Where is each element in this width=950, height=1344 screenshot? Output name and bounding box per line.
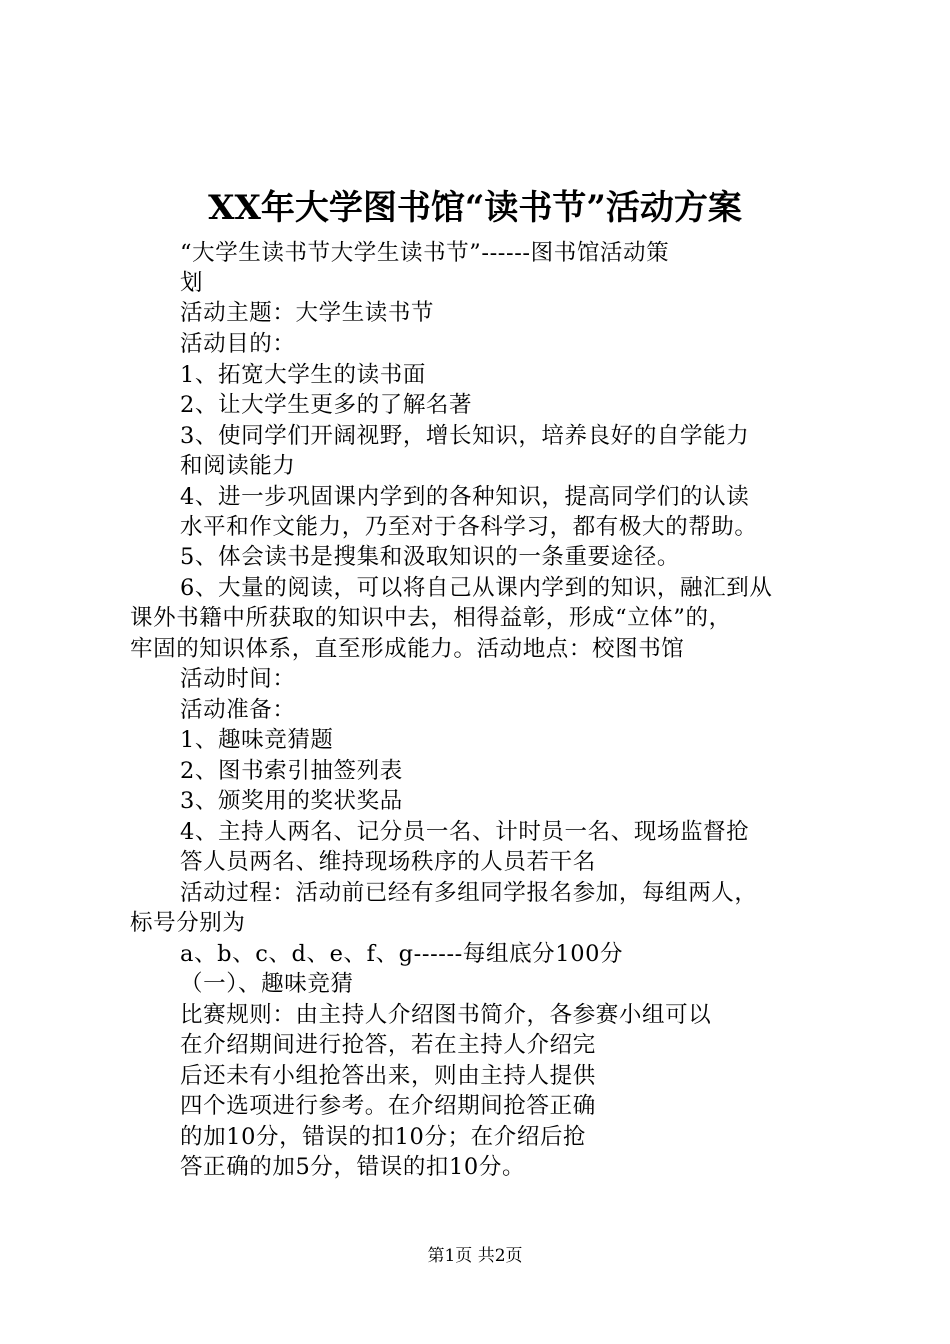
text-line: 活动时间：	[180, 666, 296, 692]
text-line: （一）、趣味竞猜	[180, 971, 354, 997]
text-line: 四个选项进行参考。在介绍期间抢答正确	[180, 1093, 596, 1119]
text-line: 4、主持人两名、记分员一名、计时员一名、现场监督抢	[180, 819, 750, 845]
text-line: “大学生读书节大学生读书节”------图书馆活动策	[180, 240, 670, 266]
text-line: 和阅读能力	[180, 453, 296, 479]
text-line: 标号分别为	[130, 910, 246, 936]
text-line: 3、使同学们开阔视野，增长知识，培养良好的自学能力	[180, 423, 750, 449]
text-line: a、b、c、d、e、f、g------每组底分100分	[180, 941, 624, 967]
text-line: 4、进一步巩固课内学到的各种知识，提高同学们的认读	[180, 484, 750, 510]
text-line: 的加10分，错误的扣10分；在介绍后抢	[180, 1124, 587, 1150]
text-line: 划	[180, 270, 204, 296]
page-footer: 第1页 共2页	[427, 1246, 523, 1266]
text-line: 后还未有小组抢答出来，则由主持人提供	[180, 1063, 596, 1089]
text-line: 活动目的：	[180, 331, 296, 357]
text-line: 比赛规则：由主持人介绍图书简介，各参赛小组可以	[180, 1002, 712, 1028]
text-line: 在介绍期间进行抢答，若在主持人介绍完	[180, 1032, 596, 1058]
text-line: 答人员两名、维持现场秩序的人员若干名	[180, 849, 596, 875]
text-line: 牢固的知识体系，直至形成能力。活动地点：校图书馆	[130, 636, 685, 662]
text-line: 水平和作文能力，乃至对于各科学习，都有极大的帮助。	[180, 514, 758, 540]
text-line: 1、拓宽大学生的读书面	[180, 362, 426, 388]
text-line: 2、图书索引抽签列表	[180, 758, 403, 784]
text-line: 3、颁奖用的奖状奖品	[180, 788, 403, 814]
text-line: 6、大量的阅读，可以将自己从课内学到的知识，融汇到从	[180, 575, 773, 601]
text-line: 5、体会读书是搜集和汲取知识的一条重要途径。	[180, 544, 681, 570]
text-line: 活动主题：大学生读书节	[180, 300, 435, 326]
text-line: 2、让大学生更多的了解名著	[180, 392, 473, 418]
document-title: XX年大学图书馆“读书节”活动方案	[208, 188, 742, 228]
text-line: 课外书籍中所获取的知识中去，相得益彰，形成“立体”的，	[130, 605, 732, 631]
text-line: 答正确的加5分，错误的扣10分。	[180, 1154, 526, 1180]
text-line: 活动准备：	[180, 697, 296, 723]
text-line: 1、趣味竞猜题	[180, 727, 334, 753]
text-line: 活动过程：活动前已经有多组同学报名参加，每组两人，	[180, 880, 758, 906]
